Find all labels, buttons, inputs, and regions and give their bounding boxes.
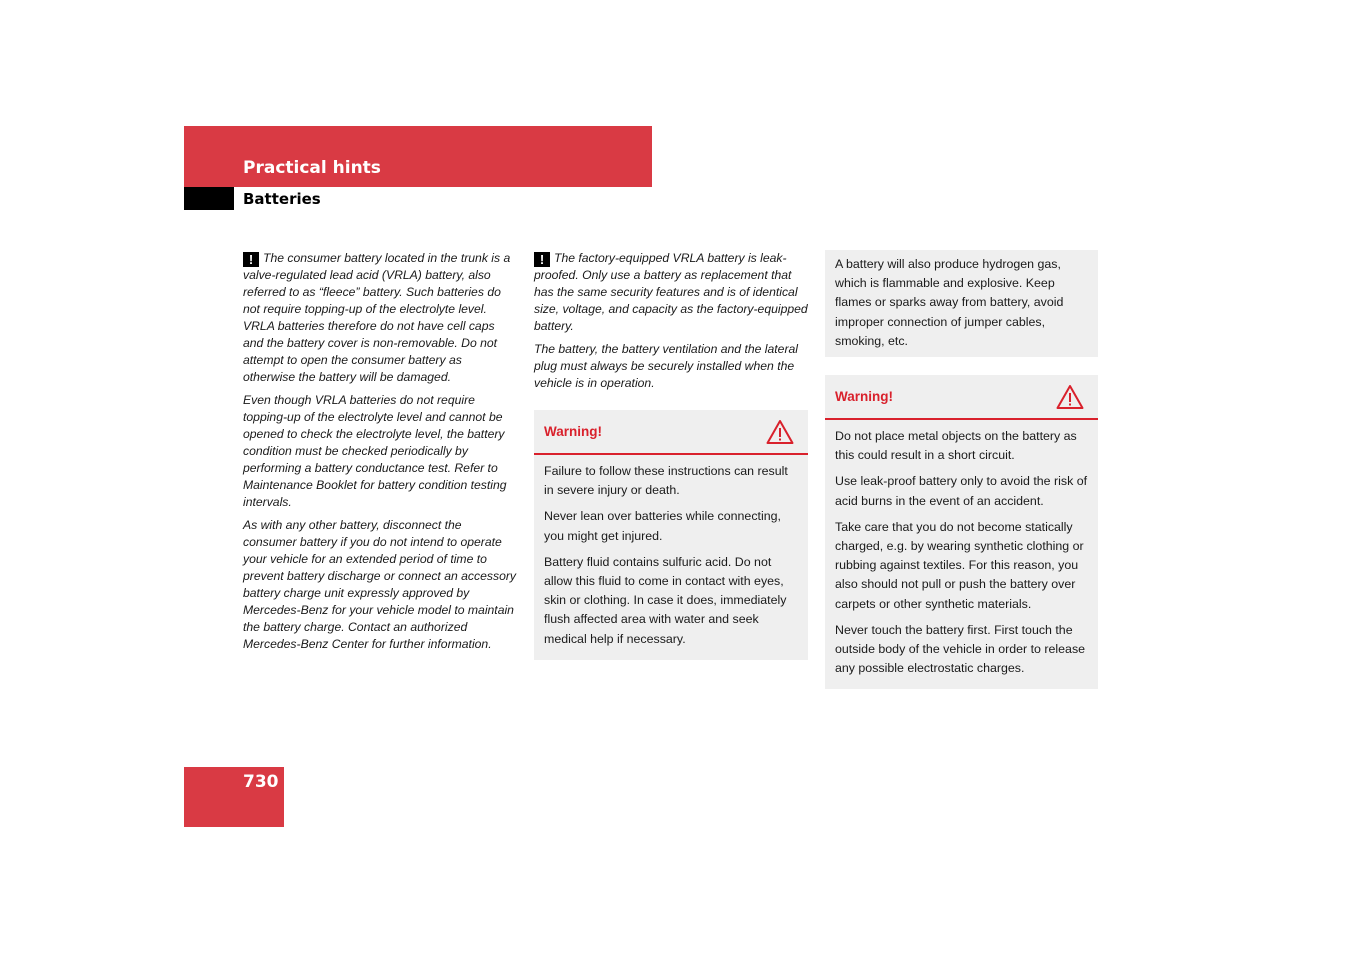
warning-header bbox=[534, 410, 808, 455]
info-box bbox=[825, 250, 1098, 357]
note-paragraph bbox=[534, 250, 808, 335]
warning-header bbox=[825, 375, 1098, 420]
page-number: 730 bbox=[243, 772, 279, 792]
column-1 bbox=[243, 250, 516, 659]
section-title: Practical hints bbox=[243, 158, 381, 178]
warning-text: Use leak-proof battery only to avoid the risk of acid burns in the event of an accident. bbox=[835, 474, 1088, 508]
warning-text: Battery fluid contains sulfuric acid. Do not allow this fluid to come in contact with eyes, skin or clothing. In case it does, immediately flush affected area with water and seek medical help if necessary. bbox=[544, 554, 787, 646]
warning-label: Warning! bbox=[544, 424, 602, 439]
warning-label: Warning! bbox=[835, 389, 893, 405]
section-tab-marker bbox=[184, 187, 234, 210]
warning-text: Do not place metal objects on the battery as this could result in a short circuit. bbox=[835, 429, 1077, 463]
note-paragraph bbox=[243, 250, 516, 386]
paragraph-text: As with any other battery, disconnect the consumer battery if you do not intend to operate your vehicle for an extended period of time to prevent battery discharge or connect an accessory battery charge unit expressly approved by Mercedes-Benz for your vehicle model to maintain the battery charge. Contact an authorized Mercedes-Benz Center for further information. bbox=[243, 518, 517, 651]
note-block bbox=[534, 250, 808, 392]
warning-text: Failure to follow these instructions can result in severe injury or death. bbox=[544, 464, 788, 498]
warning-text: Take care that you do not become statically charged, e.g. by wearing synthetic clothing or rubbing against textiles. For this reason, you also should not pull or push the battery over carpets or other synthetic materials. bbox=[835, 519, 1084, 611]
warning-body bbox=[825, 420, 1098, 689]
warning-body bbox=[534, 455, 808, 660]
column-3 bbox=[825, 250, 1098, 689]
exclamation-icon: ! bbox=[534, 252, 550, 267]
paragraph-text: The factory-equipped VRLA battery is leak-proofed. Only use a battery as replacement that has the same security features and is of identical size, voltage, and capacity as the factory-equipped battery. bbox=[534, 251, 808, 333]
warning-triangle-icon bbox=[1056, 384, 1084, 410]
info-text: A battery will also produce hydrogen gas, which is flammable and explosive. Keep flames or sparks away from battery, avoid improper connection of jumper cables, smoking, etc. bbox=[835, 257, 1064, 348]
warning-box bbox=[534, 410, 808, 660]
paragraph-text: The battery, the battery ventilation and the lateral plug must always be securely installed when the vehicle is in operation. bbox=[534, 342, 798, 390]
paragraph-text: Even though VRLA batteries do not require topping-up of the electrolyte level and cannot be opened to check the electrolyte level, the battery condition must be checked periodically by performing a battery conductance test. Refer to Maintenance Booklet for battery condition testing intervals. bbox=[243, 393, 507, 509]
warning-text: Never lean over batteries while connecting, you might get injured. bbox=[544, 509, 781, 543]
warning-text: Never touch the battery first. First touch the outside body of the vehicle in order to release any possible electrostatic charges. bbox=[835, 622, 1086, 676]
subsection-title: Batteries bbox=[243, 190, 321, 208]
column-2 bbox=[534, 250, 808, 660]
warning-triangle-icon bbox=[766, 419, 794, 445]
exclamation-icon: ! bbox=[243, 252, 259, 267]
paragraph-text: The consumer battery located in the trunk is a valve-regulated lead acid (VRLA) battery, also referred to as “fleece” battery. Such batteries do not require topping-up of the electrolyte level. VRLA batteries therefore do not have cell caps and the battery cover is non-removable. Do not attempt to open the consumer battery as otherwise the battery will be damaged. bbox=[243, 251, 511, 384]
warning-box bbox=[825, 375, 1098, 689]
